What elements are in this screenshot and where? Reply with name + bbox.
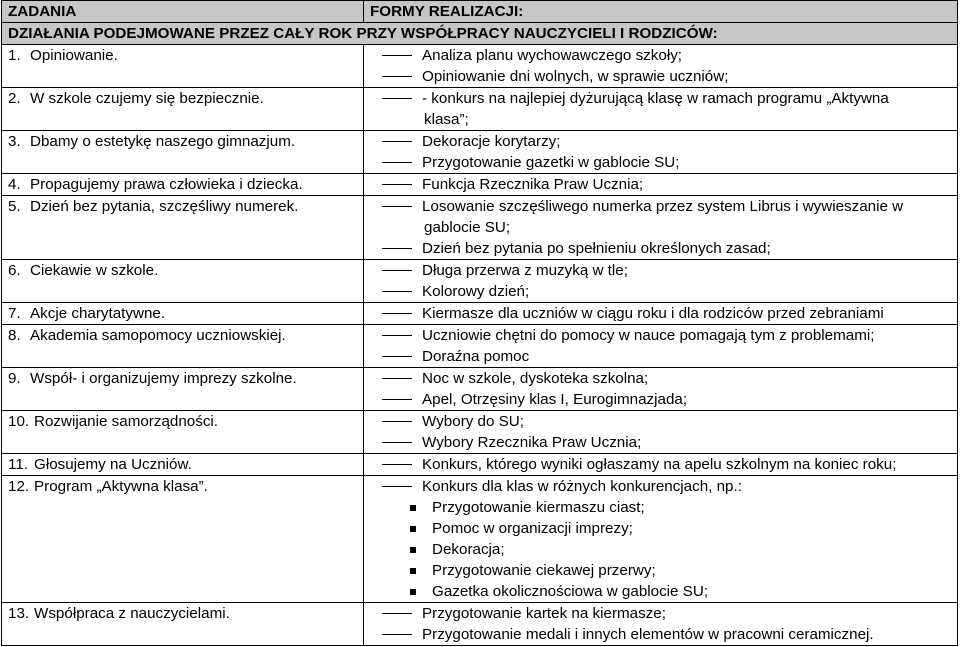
task-text: Dzień bez pytania, szczęśliwy numerek. [30, 198, 299, 215]
form-item-continuation: gablocie SU; [424, 219, 511, 236]
dash-marker [382, 399, 412, 400]
form-item: Opiniowanie dni wolnych, w sprawie uczniów; [422, 68, 729, 85]
task-number: 3. [8, 133, 21, 150]
form-item: Długa przerwa z muzyką w tle; [422, 262, 628, 279]
header-forms: FORMY REALIZACJI: [364, 1, 958, 23]
forms-cell [364, 603, 958, 646]
dash-marker [382, 421, 412, 422]
task-cell [2, 411, 364, 454]
forms-cell [364, 476, 958, 603]
task-cell [2, 88, 364, 131]
forms-cell [364, 325, 958, 368]
dash-marker [382, 442, 412, 443]
task-text: Głosujemy na Uczniów. [34, 456, 192, 473]
task-cell [2, 131, 364, 174]
task-number: 10. [8, 413, 30, 430]
forms-cell [364, 260, 958, 303]
dash-marker [382, 206, 412, 207]
task-number: 12. [8, 478, 30, 495]
task-text: Współpraca z nauczycielami. [34, 605, 230, 622]
bullet-text: Przygotowanie kiermaszu ciast; [432, 499, 645, 516]
task-text: Opiniowanie. [30, 47, 118, 64]
task-cell [2, 260, 364, 303]
forms-cell [364, 174, 958, 196]
task-cell [2, 368, 364, 411]
table-row [2, 603, 958, 646]
task-number: 7. [8, 305, 21, 322]
form-item: Przygotowanie medali i innych elementów w pracowni ceramicznej. [422, 626, 874, 643]
form-item: Przygotowanie kartek na kiermasze; [422, 605, 666, 622]
task-cell [2, 454, 364, 476]
bullet-item [370, 539, 953, 560]
task-text: Akademia samopomocy uczniowskiej. [30, 327, 286, 344]
task-number: 6. [8, 262, 21, 279]
task-cell [2, 325, 364, 368]
form-item: Kiermasze dla uczniów w ciągu roku i dla rodziców przed zebraniami [422, 305, 884, 322]
table-row [2, 45, 958, 88]
task-text: W szkole czujemy się bezpiecznie. [30, 90, 264, 107]
forms-cell [364, 411, 958, 454]
task-text: Dbamy o estetykę naszego gimnazjum. [30, 133, 296, 150]
header-tasks: ZADANIA [2, 1, 364, 23]
form-item: Doraźna pomoc [422, 348, 530, 365]
bullet-text: Dekoracja; [432, 541, 505, 558]
task-number: 4. [8, 176, 21, 193]
table-row [2, 411, 958, 454]
table-row [2, 196, 958, 260]
bullet-text: Gazetka okolicznościowa w gablocie SU; [432, 583, 709, 600]
dash-marker [382, 76, 412, 77]
task-number: 11. [8, 456, 28, 473]
forms-cell [364, 45, 958, 88]
header-row [2, 1, 958, 23]
forms-cell [364, 88, 958, 131]
task-cell [2, 603, 364, 646]
dash-marker [382, 613, 412, 614]
form-item: Dekoracje korytarzy; [422, 133, 561, 150]
task-text: Rozwijanie samorządności. [34, 413, 219, 430]
task-cell [2, 196, 364, 260]
dash-marker [382, 486, 412, 487]
task-number: 8. [8, 327, 21, 344]
forms-cell [364, 454, 958, 476]
task-cell [2, 174, 364, 196]
dash-marker [382, 162, 412, 163]
task-number: 2. [8, 90, 21, 107]
dash-marker [382, 184, 412, 185]
subtitle-row [2, 23, 958, 45]
square-bullet-icon [410, 547, 416, 553]
task-cell [2, 303, 364, 325]
square-bullet-icon [410, 526, 416, 532]
forms-cell [364, 131, 958, 174]
bullet-item [370, 518, 953, 539]
table-row [2, 368, 958, 411]
form-item-continuation: klasa”; [424, 111, 469, 128]
table-row [2, 131, 958, 174]
table-row [2, 476, 958, 603]
dash-marker [382, 356, 412, 357]
task-text: Ciekawie w szkole. [30, 262, 159, 279]
dash-marker [382, 141, 412, 142]
dash-marker [382, 248, 412, 249]
task-text: Propagujemy prawa człowieka i dziecka. [30, 176, 303, 193]
table-row [2, 174, 958, 196]
task-text: Współ- i organizujemy imprezy szkolne. [30, 370, 297, 387]
square-bullet-icon [410, 505, 416, 511]
form-item: Funkcja Rzecznika Praw Ucznia; [422, 176, 644, 193]
forms-cell [364, 303, 958, 325]
form-item: Losowanie szczęśliwego numerka przez system Librus i wywieszanie w [422, 198, 904, 215]
dash-marker [382, 335, 412, 336]
form-item: Dzień bez pytania po spełnieniu określonych zasad; [422, 240, 771, 257]
bullet-item [370, 497, 953, 518]
form-item: Kolorowy dzień; [422, 283, 530, 300]
form-item: Wybory do SU; [422, 413, 524, 430]
table-row [2, 260, 958, 303]
task-cell [2, 45, 364, 88]
dash-marker [382, 313, 412, 314]
table-row [2, 88, 958, 131]
table-row [2, 325, 958, 368]
square-bullet-icon [410, 589, 416, 595]
bullet-list [370, 497, 953, 602]
task-number: 5. [8, 198, 21, 215]
form-item: Wybory Rzecznika Praw Ucznia; [422, 434, 642, 451]
bullet-item [370, 581, 953, 602]
form-item: Konkurs, którego wyniki ogłaszamy na apelu szkolnym na koniec roku; [422, 456, 897, 473]
form-item: - konkurs na najlepiej dyżurującą klasę w ramach programu „Aktywna [422, 90, 889, 107]
form-item: Przygotowanie gazetki w gablocie SU; [422, 154, 680, 171]
dash-marker [382, 464, 412, 465]
task-cell [2, 476, 364, 603]
form-item: Konkurs dla klas w różnych konkurencjach, np.: [422, 478, 742, 495]
form-item: Uczniowie chętni do pomocy w nauce pomagają tym z problemami; [422, 327, 875, 344]
form-item: Analiza planu wychowawczego szkoły; [422, 47, 683, 64]
dash-marker [382, 634, 412, 635]
dash-marker [382, 291, 412, 292]
dash-marker [382, 270, 412, 271]
task-text: Akcje charytatywne. [30, 305, 166, 322]
form-item: Noc w szkole, dyskoteka szkolna; [422, 370, 649, 387]
dash-marker [382, 55, 412, 56]
bullet-text: Przygotowanie ciekawej przerwy; [432, 562, 656, 579]
table-row [2, 303, 958, 325]
section-subtitle: DZIAŁANIA PODEJMOWANE PRZEZ CAŁY ROK PRZY WSPÓŁPRACY NAUCZYCIELI I RODZICÓW: [2, 23, 958, 45]
task-number: 13. [8, 605, 30, 622]
task-number: 9. [8, 370, 21, 387]
form-item: Apel, Otrzęsiny klas I, Eurogimnazjada; [422, 391, 688, 408]
table-row [2, 454, 958, 476]
task-number: 1. [8, 47, 21, 64]
dash-marker [382, 378, 412, 379]
forms-cell [364, 368, 958, 411]
bullet-text: Pomoc w organizacji imprezy; [432, 520, 633, 537]
forms-cell [364, 196, 958, 260]
task-text: Program „Aktywna klasa”. [34, 478, 208, 495]
square-bullet-icon [410, 568, 416, 574]
bullet-item [370, 560, 953, 581]
activities-table [1, 0, 958, 646]
dash-marker [382, 98, 412, 99]
